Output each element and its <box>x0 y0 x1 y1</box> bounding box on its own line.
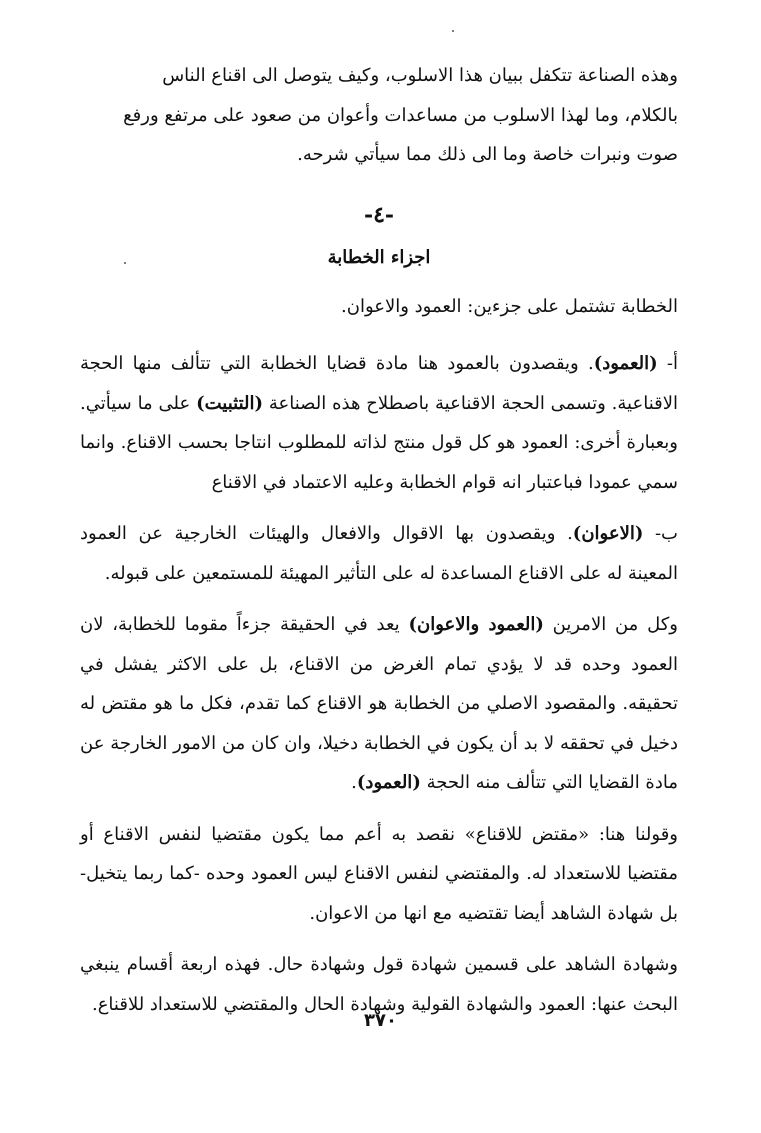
intro-line-1: وهذه الصناعة تتكفل ببيان هذا الاسلوب، وكيف يتوصل الى اقناع الناس <box>162 65 678 86</box>
intro-line-3: صوت ونبرات خاصة وما الى ذلك مما سيأتي شرحه. <box>297 144 678 165</box>
paragraph-both-parts <box>80 605 678 803</box>
paragraph-testimony: وشهادة الشاهد على قسمين شهادة قول وشهادة حال. فهذه اربعة أقسام ينبغي البحث عنها: العمود والشهادة القولية وشهادة الحال والمقتضي للاستعداد للاقناع. <box>80 954 678 1015</box>
both-text-c: . <box>351 772 357 793</box>
page-body <box>80 56 678 1024</box>
term-pillar-and-aids: (العمود والاعوان) <box>408 614 544 635</box>
pillar-text-a: . ويقصدون بالعمود هنا مادة قضايا الخطابة التي تتألف منها الحجة الاقناعية. وتسمى الحجة الاقناعية باصطلاح هذه الصناعة <box>80 353 678 414</box>
paragraph-pillar <box>80 344 678 502</box>
term-aids: (الاعوان) <box>572 523 644 544</box>
pillar-text-b: على ما سيأتي. وبعبارة أخرى: العمود هو كل قول منتج لذاته للمطلوب انتاجا بحسب الاقناع. وانما سمي عمودا فباعتبار انه قوام الخطابة وعليه الاعتماد في الاقناع <box>80 392 678 493</box>
aids-text: . ويقصدون بها الاقوال والافعال والهيئات الخارجية عن العمود المعينة له على الاقناع المساعدة له على التأثير المهيئة للمستمعين على قبوله. <box>80 523 678 584</box>
both-text-a: وكل من الامرين <box>543 614 678 635</box>
section-title: اجزاء الخطابة <box>327 246 431 268</box>
page-number: ٣٧٠ <box>364 1010 397 1031</box>
item-prefix-ba: ب- <box>643 523 678 544</box>
both-text-b: يعد في الحقيقة جزءاً مقوما للخطابة، لان العمود وحده قد لا يؤدي تمام الغرض من الاقناع، بل على الاكثر يفشل في تحقيقه. والمقصود الاصلي من الخطابة هو الاقناع كما تقدم، فكل ما هو مقتض له دخيل في تحققه لا بد أن يكون في الخطابة دخيلا، وان كان من الامور الخارجة عن مادة القضايا التي تتألف منه الحجة <box>80 614 678 793</box>
paragraph-persuasion-cause: وقولنا هنا: «مقتض للاقناع» نقصد به أعم مما يكون مقتضيا لنفس الاقناع أو مقتضيا للاستعداد له. والمقتضي لنفس الاقناع ليس العمود وحده -كما ربما يتخيل- بل شهادة الشاهد أيضا تقتضيه مع انها من الاعوان. <box>80 823 678 924</box>
scan-speck <box>452 30 454 32</box>
intro-paragraph <box>80 56 678 175</box>
paragraph-parts-definition: الخطابة تشتمل على جزءين: العمود والاعوان. <box>341 295 678 317</box>
term-pillar-2: (العمود) <box>356 772 421 793</box>
term-tathbit: (التثبيت) <box>196 392 263 414</box>
section-number: -٤- <box>363 201 395 228</box>
paragraph-aids <box>80 514 678 593</box>
item-prefix-alif: أ- <box>657 353 678 374</box>
intro-line-2: بالكلام، وما لهذا الاسلوب من مساعدات وأعوان من صعود على مرتفع ورفع <box>123 104 678 126</box>
scan-speck <box>124 262 126 264</box>
term-pillar: (العمود) <box>593 353 658 374</box>
